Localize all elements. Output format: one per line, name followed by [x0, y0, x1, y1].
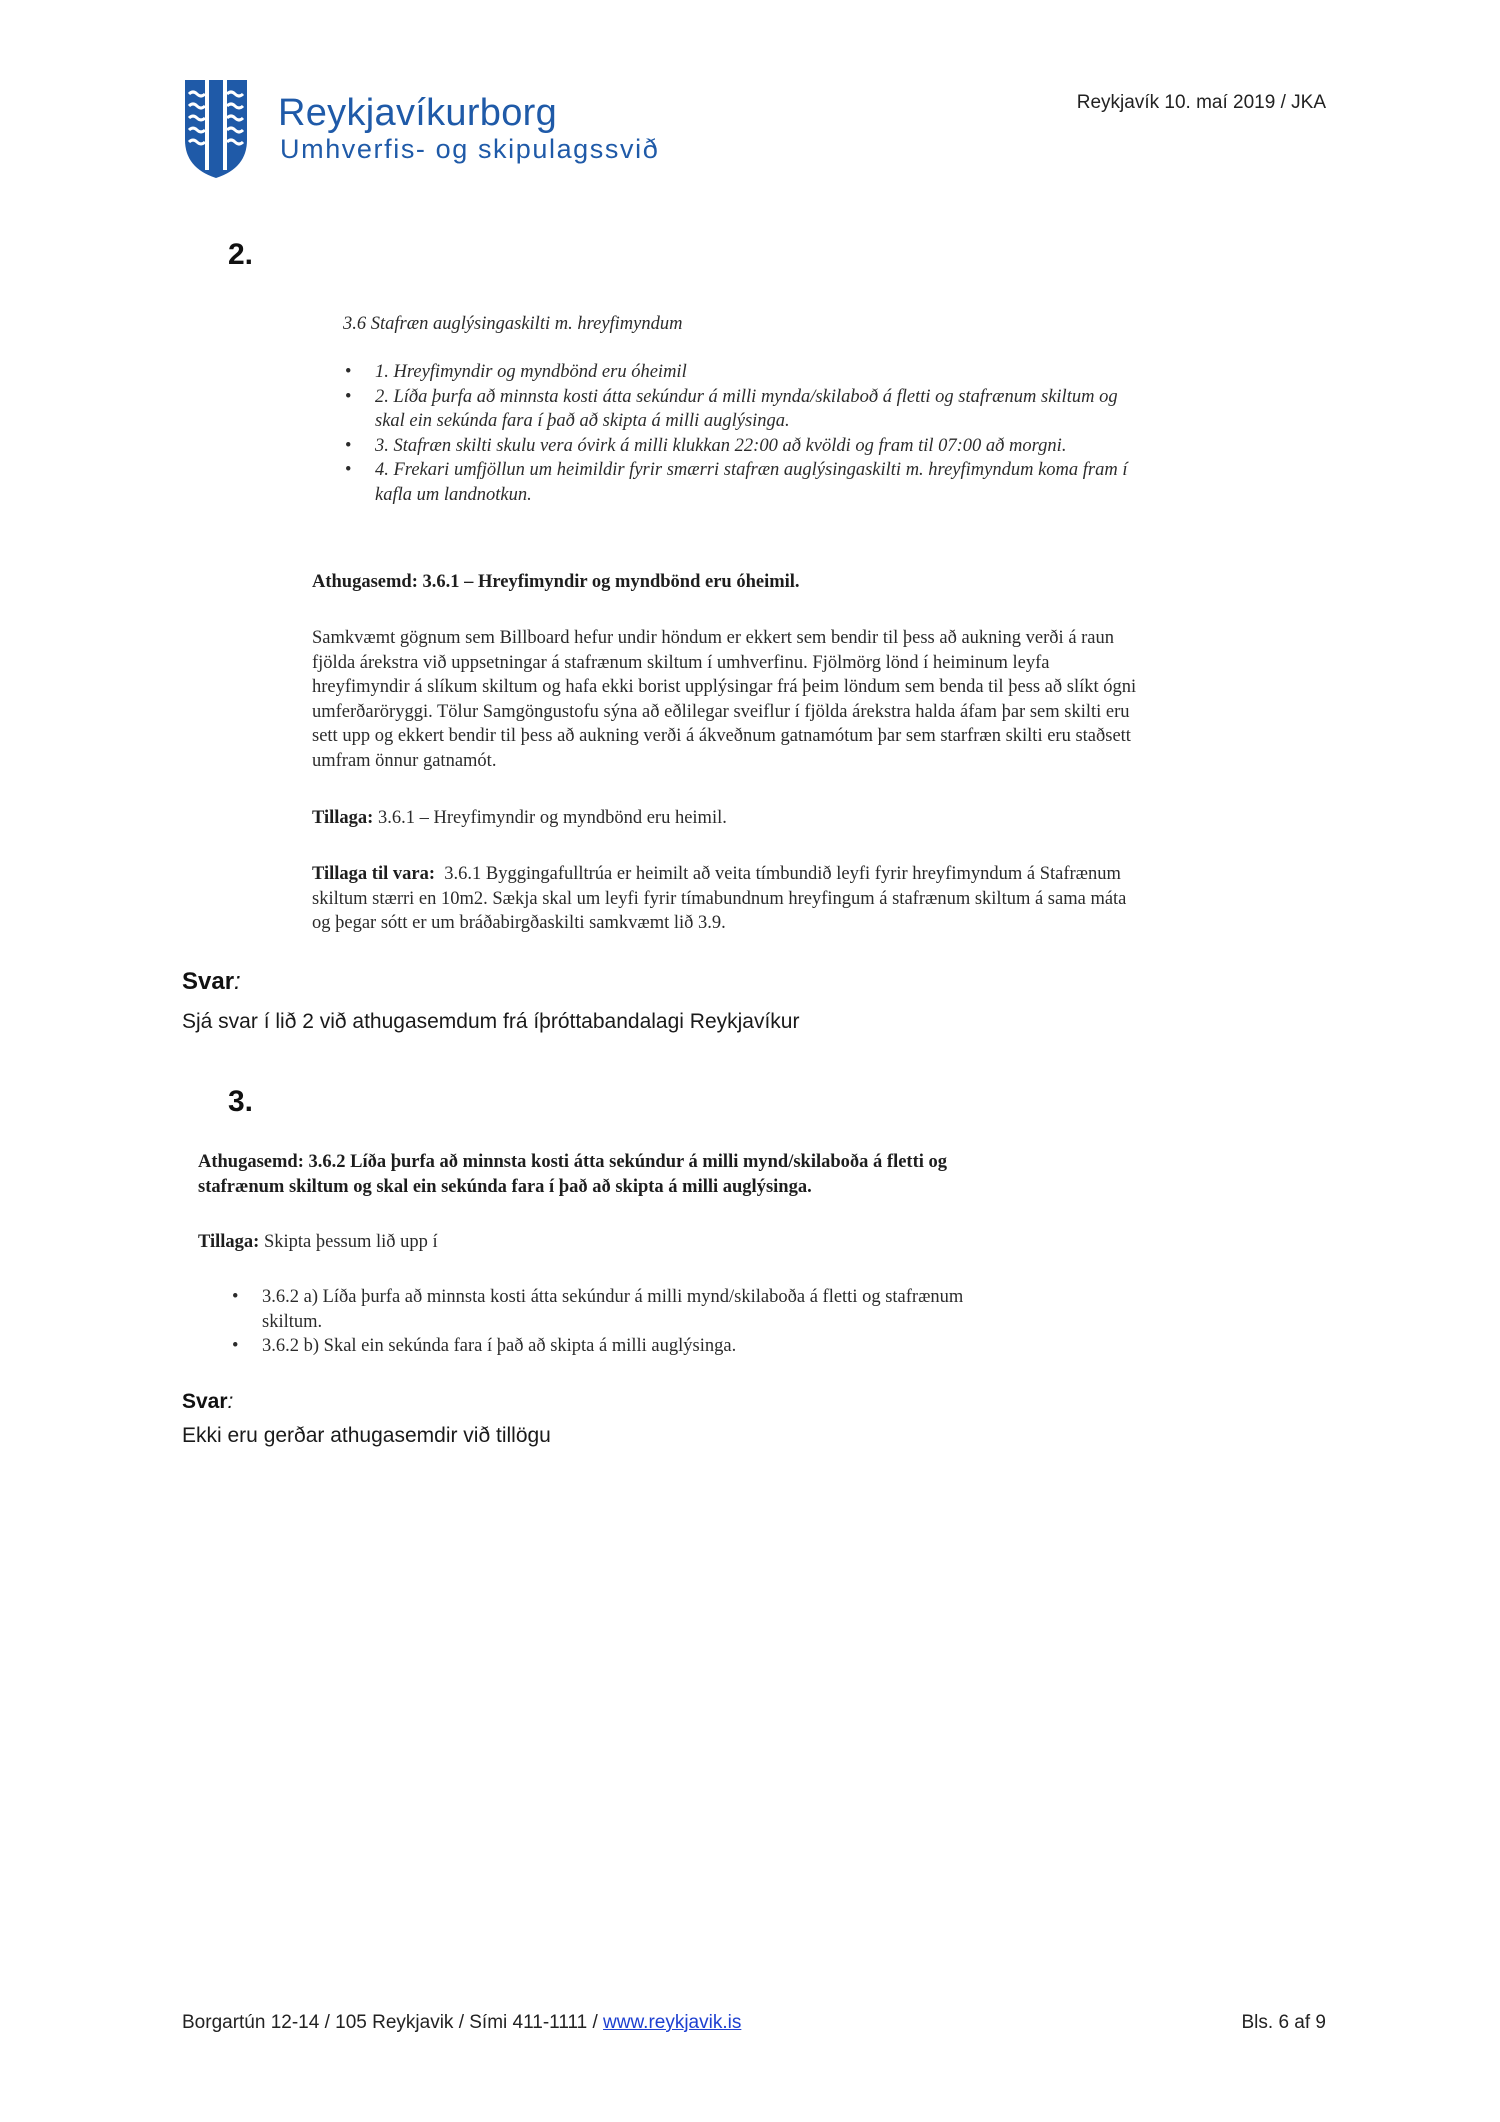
- remark-heading: Athugasemd: 3.6.2 Líða þurfa að minnsta kosti átta sekúndur á milli mynd/skilaboða á fletti og stafrænum skiltum og skal ein sekúnda fara í það að skipta á milli auglýsinga.: [198, 1152, 948, 1197]
- proposal: [198, 1230, 438, 1255]
- alt-proposal-text: 3.6.1 Byggingafulltrúa er heimilt að veita tímbundið leyfi fyrir hreyfimyndum á Stafrænum skiltum stærri en 10m2. Sækja skal um leyfi fyrir tímabundnum hreyfingum á stafrænum skiltum á sama máta og þegar sótt er um bráðabirgðaskilti samkvæmt lið 3.9.: [312, 864, 1127, 933]
- list-item-text: 3.6.2 a) Líða þurfa að minnsta kosti átta sekúndur á milli mynd/skilaboða á fletti og stafrænum skiltum.: [262, 1287, 964, 1332]
- answer-text: Ekki eru gerðar athugasemdir við tillögu: [182, 1424, 551, 1447]
- excerpt-heading: 3.6 Stafræn auglýsingaskilti m. hreyfimyndum: [343, 314, 683, 334]
- list-item: • 3.6.2 b) Skal ein sekúnda fara í það að skipta á milli auglýsinga.: [232, 1336, 737, 1356]
- org-department: Umhverfis- og skipulagssvið: [280, 134, 660, 164]
- header-date: Reykjavík 10. maí 2019 / JKA: [1076, 92, 1326, 113]
- list-item-text: 4. Frekari umfjöllun um heimildir fyrir smærri stafræn auglýsingaskilti m. hreyfimyndum koma fram í kafla um landnotkun.: [375, 460, 1128, 505]
- proposal-text: 3.6.1 – Hreyfimyndir og myndbönd eru heimil.: [377, 808, 727, 828]
- answer-label: Svar:: [182, 968, 241, 995]
- excerpt-list: [343, 360, 1143, 507]
- alt-proposal-label: Tillaga til vara:: [312, 864, 435, 884]
- section-number-2: 2.: [228, 238, 254, 271]
- proposal-label: Tillaga:: [198, 1232, 260, 1252]
- answer-label: Svar:: [182, 1390, 234, 1413]
- list-item-text: 3.6.2 b) Skal ein sekúnda fara í það að skipta á milli auglýsinga.: [262, 1336, 737, 1356]
- org-name: Reykjavíkurborg: [278, 92, 558, 134]
- list-item-text: 2. Líða þurfa að minnsta kosti átta sekúndur á milli mynda/skilaboð á fletti og stafrænum skiltum og skal ein sekúnda fara í það að skipta á milli auglýsinga.: [375, 386, 1118, 431]
- page-number: Bls. 6 af 9: [1241, 2012, 1326, 2033]
- list-item-text: 3. Stafræn skilti skulu vera óvirk á milli klukkan 22:00 að kvöldi og fram til 07:00 að morgni.: [375, 435, 1067, 456]
- list-item: • 3.6.2 a) Líða þurfa að minnsta kosti átta sekúndur á milli mynd/skilaboða á fletti og stafrænum skiltum.: [232, 1287, 964, 1332]
- section-number-3: 3.: [228, 1085, 254, 1118]
- answer-text: Sjá svar í lið 2 við athugasemdum frá íþróttabandalagi Reykjavíkur: [182, 1010, 800, 1033]
- reykjavik-coat-of-arms-logo: [183, 78, 249, 180]
- proposal: [312, 806, 727, 831]
- proposal-label: Tillaga:: [312, 808, 374, 828]
- list-item-text: 1. Hreyfimyndir og myndbönd eru óheimil: [375, 362, 687, 382]
- website-link[interactable]: www.reykjavik.is: [603, 2012, 742, 2033]
- list-item: • 2. Líða þurfa að minnsta kosti átta sekúndur á milli mynda/skilaboð á fletti og stafrænum skiltum og skal ein sekúnda fara í það að skipta á milli auglýsinga.: [345, 386, 1118, 431]
- list-item: • 1. Hreyfimyndir og myndbönd eru óheimil: [345, 362, 687, 382]
- alternative-proposal: [312, 862, 1142, 936]
- proposal-text: Skipta þessum lið upp í: [263, 1232, 438, 1252]
- remark-heading: Athugasemd: 3.6.1 – Hreyfimyndir og myndbönd eru óheimil.: [312, 572, 800, 592]
- list-item: • 3. Stafræn skilti skulu vera óvirk á milli klukkan 22:00 að kvöldi og fram til 07:00 að morgni.: [345, 435, 1067, 456]
- list-item: • 4. Frekari umfjöllun um heimildir fyrir smærri stafræn auglýsingaskilti m. hreyfimyndum koma fram í kafla um landnotkun.: [345, 460, 1128, 505]
- footer-address: Borgartún 12-14 / 105 Reykjavik / Sími 411-1111 / www.reykjavik.is: [182, 2012, 742, 2033]
- remark-paragraph: Samkvæmt gögnum sem Billboard hefur undir höndum er ekkert sem bendir til þess að aukning verði á raun fjölda árekstra við uppsetningar á stafrænum skiltum í umhverfinu. Fjölmörg lönd í heiminum leyfa hreyfimyndir á slíkum skiltum og hafa ekki borist upplýsingar frá þeim löndum sem benda til þess að slíkt ógni umferðaröryggi. Tölur Samgöngustofu sýna að eðlilegar sveiflur í fjölda árekstra halda áfam þar sem skilti eru sett upp og ekkert bendir til þess að aukning verði á ákveðnum gatnamótum þar sem starfræn skilti eru staðsett umfram önnur gatnamót.: [312, 628, 1137, 771]
- proposal-list: [230, 1285, 990, 1359]
